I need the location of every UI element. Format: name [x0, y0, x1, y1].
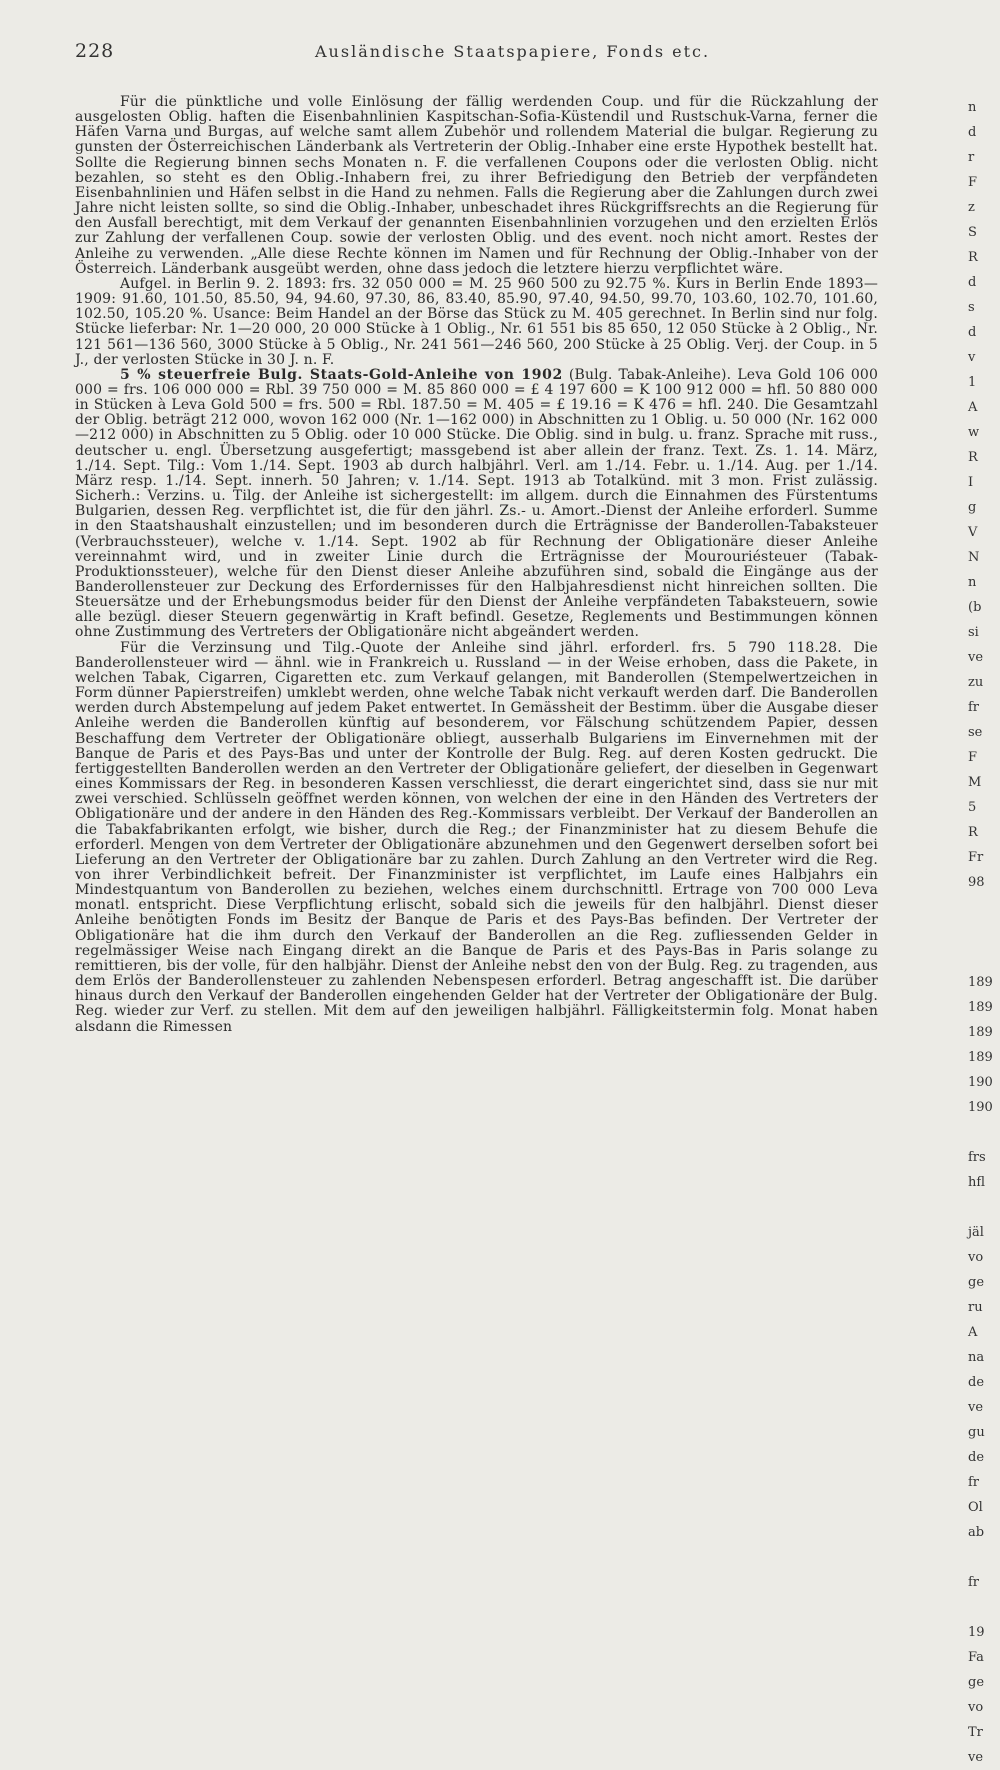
margin-fragment: 19	[968, 1625, 985, 1640]
margin-fragment: F	[968, 750, 978, 765]
margin-fragment: A	[968, 1325, 978, 1340]
main-text-column	[75, 95, 878, 1395]
margin-fragment: 98	[968, 875, 985, 890]
margin-fragment: Fr	[968, 850, 984, 865]
margin-fragment: Ol	[968, 1500, 983, 1515]
margin-fragment: jäl	[968, 1225, 984, 1240]
margin-fragment: 189	[968, 1050, 993, 1065]
margin-fragment: 190	[968, 1075, 993, 1090]
margin-fragment: M	[968, 775, 982, 790]
margin-fragment: g	[968, 500, 977, 515]
paragraph-text: (Bulg. Tabak-Anleihe). Leva Gold 106 000 000 = frs. 106 000 000 = Rbl. 39 750 000 = M. 85 860 000 = £ 4 197 600 = K 100 912 000 = hfl. 50 880 000 in Stücken à Leva Gold 500 = frs. 500 = Rbl. 187.50 = M. 405 = £ 19.16 = K 476 = hfl. 240. Die Gesamtzahl der Oblig. beträgt 212 000, wovon 162 000 (Nr. 1—162 000) in Abschnitten zu 1 Oblig. u. 50 000 (Nr. 162 000—212 000) in Abschnitten zu 5 Oblig. oder 10 000 Stücke. Die Oblig. sind in bulg. u. franz. Sprache mit russ., deutscher u. engl. Übersetzung ausgefertigt; massgebend ist aber allein der franz. Text. Zs. 1. 14. März, 1./14. Sept. Tilg.: Vom 1./14. Sept. 1903 ab durch halbjährl. Verl. am 1./14. Febr. u. 1./14. Aug. per 1./14. März resp. 1./14. Sept. innerh. 50 Jahren; v. 1./14. Sept. 1913 ab Totalkünd. mit 3 mon. Frist zulässig. Sicherh.: Verzins. u. Tilg. der Anleihe ist sichergestellt: im allgem. durch die Einnahmen des Fürstentums Bulgarien, dessen Reg. verpflichtet ist, die für den jährl. Zs.- u. Amort.-Dienst der Anleihe erforderl. Summe in den Staatshaushalt einzustellen; und im besonderen durch die Erträgnisse der Banderollen-Tabaksteuer (Verbrauchssteuer), welche v. 1./14. Sept. 1902 ab für Rechnung der Obligationäre dieser Anleihe vereinnahmt wird, und in zweiter Linie durch die Erträgnisse der Mourouriésteuer (Tabak-Produktionssteuer), welche für den Dienst dieser Anleihe abzuführen sind, sobald die Eingänge aus der Banderollensteuer zur Deckung des Erfordernisses für den Halbjahresdienst nicht hinreichen sollten. Die Steuersätze und der Erhebungsmodus beider für den Dienst der Anleihe verpfändeten Tabaksteuern, sowie alle bezügl. dieser Steuern gegenwärtig in Kraft befindl. Gesetze, Reglements und Bestimmungen können ohne Zustimmung des Vertreters der Obligationäre nicht abgeändert werden.	[75, 366, 878, 641]
margin-fragment: de	[968, 1450, 985, 1465]
margin-fragment: ve	[968, 1750, 984, 1765]
margin-fragment: V	[968, 525, 978, 540]
margin-fragment	[968, 1120, 1000, 1145]
paragraph-lead: 5 % steuerfreie Bulg. Staats-Gold-Anleihe von 1902	[120, 366, 563, 383]
margin-fragment: R	[968, 825, 978, 840]
margin-fragment: 190	[968, 1100, 993, 1115]
margin-fragment: frs	[968, 1150, 986, 1165]
margin-fragment: 5	[968, 800, 977, 815]
margin-fragment: fr	[968, 700, 980, 715]
margin-fragment: d	[968, 275, 977, 290]
paragraph-text: Für die Verzinsung und Tilg.-Quote der Anleihe sind jährl. erforderl. frs. 5 790 118.28. Die Banderollensteuer wird — ähnl. wie in Frankreich u. Russland — in der Weise erhoben, dass die Pakete, in welchen Tabak, Cigarren, Cigaretten etc. zum Verkauf gelangen, mit Banderollen (Stempelwertzeichen in Form dünner Papierstreifen) umklebt werden, ohne welche Tabak nicht verkauft werden darf. Die Banderollen werden durch Abstempelung auf jedem Paket entwertet. In Gemässheit der Bestimm. über die Ausgabe dieser Anleihe werden die Banderollen künftig auf besonderem, vor Fälschung schützendem Papier, dessen Beschaffung dem Vertreter der Obligationäre obliegt, ausserhalb Bulgariens im Einvernehmen mit der Banque de Paris et des Pays-Bas und unter der Kontrolle der Bulg. Reg. auf deren Kosten gedruckt. Die fertiggestellten Banderollen werden an den Vertreter der Obligationäre geliefert, der dieselben in Gegenwart eines Kommissars der Reg. in besonderen Kassen verschliesst, die derart eingerichtet sind, dass sie nur mit zwei verschied. Schlüsseln geöffnet werden können, von welchen der eine in den Händen des Vertreters der Obligationäre und der andere in den Händen des Reg.-Kommissars verbleibt. Der Verkauf der Banderollen an die Tabakfabrikanten erfolgt, wie bisher, durch die Reg.; der Finanzminister hat zu diesem Behufe die erforderl. Mengen von dem Vertreter der Obligationäre abzunehmen und den Gegenwert derselben sofort bei Lieferung an den Vertreter der Obligationäre bar zu zahlen. Durch Zahlung an den Vertreter wird die Reg. von ihrer Verbindlichkeit befreit. Der Finanzminister ist verpflichtet, im Laufe eines Halbjahrs ein Mindestquantum von Banderollen zu beziehen, welches einem durchschnittl. Ertrage von 700 000 Leva monatl. entspricht. Diese Verpflichtung erlischt, sobald sich die jeweils für den halbjährl. Dienst dieser Anleihe benötigten Fonds im Besitz der Banque de Paris et des Pays-Bas befinden. Der Vertreter der Obligationäre hat die ihm durch den Verkauf der Banderollen an die Reg. zufliessenden Gelder in regelmässiger Weise nach Eingang direkt an die Banque de Paris et des Pays-Bas in Paris solange zu remittieren, bis der volle, für den halbjähr. Dienst der Anleihe nebst den von der Bulg. Reg. zu tragenden, aus dem Erlös der Banderollensteuer zu zahlenden Nebenspesen erforderl. Betrag angeschafft ist. Die darüber hinaus durch den Verkauf der Banderollen eingehenden Gelder hat der Vertreter der Obligationäre der Bulg. Reg. wieder zur Verf. zu stellen. Mit dem auf den jeweiligen halbjährl. Fälligkeitstermin folg. Monat haben alsdann die Rimessen	[75, 639, 878, 1035]
margin-fragment: z	[968, 200, 975, 215]
margin-fragment: 189	[968, 1000, 993, 1015]
margin-fragment: 189	[968, 1025, 993, 1040]
margin-fragment	[968, 945, 1000, 970]
margin-fragment: ab	[968, 1525, 985, 1540]
margin-fragment: w	[968, 425, 980, 440]
margin-fragment: vo	[968, 1700, 984, 1715]
paragraph-banderole-tax	[75, 641, 878, 1035]
margin-fragment: de	[968, 1375, 985, 1390]
margin-fragment: R	[968, 450, 978, 465]
paragraph-text: Aufgel. in Berlin 9. 2. 1893: frs. 32 050 000 = M. 25 960 500 zu 92.75 %. Kurs in Berlin Ende 1893—1909: 91.60, 101.50, 85.50, 94, 94.60, 97.30, 86, 83.40, 85.90, 97.40, 94.50, 99.70, 103.60, 102.70, 101.60, 102.50, 105.20 %. Usance: Beim Handel an der Börse das Stück zu M. 405 gerechnet. In Berlin sind nur folg. Stücke lieferbar: Nr. 1—20 000, 20 000 Stücke à 1 Oblig., Nr. 61 551 bis 85 650, 12 050 Stücke à 2 Oblig., Nr. 121 561—136 560, 3000 Stücke à 5 Oblig., Nr. 241 561—246 560, 200 Stücke à 25 Oblig. Verj. der Coup. in 5 J., der verlosten Stücke in 30 J. n. F.	[75, 275, 878, 368]
margin-fragment: d	[968, 325, 977, 340]
margin-fragment: (b	[968, 600, 982, 615]
margin-fragment	[968, 1195, 1000, 1220]
page-number: 228	[75, 40, 115, 62]
margin-fragment: si	[968, 625, 979, 640]
margin-fragment: 1	[968, 375, 977, 390]
margin-fragment: se	[968, 725, 983, 740]
margin-fragment: N	[968, 550, 980, 565]
margin-fragment: na	[968, 1350, 985, 1365]
margin-fragment: v	[968, 350, 976, 365]
margin-fragment: zu	[968, 675, 984, 690]
margin-fragment: n	[968, 100, 977, 115]
adjacent-page-margin	[968, 95, 1000, 1765]
margin-fragment: fr	[968, 1575, 980, 1590]
margin-fragment: A	[968, 400, 978, 415]
margin-fragment: R	[968, 250, 978, 265]
margin-fragment: Fa	[968, 1650, 984, 1665]
margin-fragment: 189	[968, 975, 993, 990]
paragraph-guarantee	[75, 95, 878, 277]
margin-fragment: ve	[968, 650, 984, 665]
paragraph-gold-loan-1902	[75, 368, 878, 641]
margin-fragment: Tr	[968, 1725, 983, 1740]
margin-fragment: ge	[968, 1675, 985, 1690]
margin-fragment: hfl	[968, 1175, 986, 1190]
margin-fragment: gu	[968, 1425, 985, 1440]
margin-fragment: I	[968, 475, 974, 490]
margin-fragment: ru	[968, 1300, 983, 1315]
margin-fragment: ve	[968, 1400, 984, 1415]
margin-fragment: S	[968, 225, 977, 240]
margin-fragment: vo	[968, 1250, 984, 1265]
margin-fragment	[968, 895, 1000, 920]
paragraph-text: Für die pünktliche und volle Einlösung der fällig werdenden Coup. und für die Rückzahlung der ausgelosten Oblig. haften die Eisenbahnlinien Kaspitschan-Sofia-Küstendil und Rustschuk-Varna, ferner die Häfen Varna und Burgas, auf welche samt allem Zubehör und rollendem Material die bulgar. Regierung zu gunsten der Österreichischen Länderbank als Vertreterin der Oblig.-Inhaber eine erste Hypothek bestellt hat. Sollte die Regierung binnen sechs Monaten n. F. die verfallenen Coupons oder die verlosten Oblig. nicht bezahlen, so steht es den Oblig.-Inhabern frei, zu ihrer Befriedigung den Betrieb der verpfändeten Eisenbahnlinien und Häfen selbst in die Hand zu nehmen. Falls die Regierung aber die Zahlungen durch zwei Jahre nicht leisten sollte, so sind die Oblig.-Inhaber, unbeschadet ihres Rückgriffsrechts an die Regierung für den Ausfall berechtigt, mit dem Verkauf der genannten Eisenbahnlinien vorzugehen und den erzielten Erlös zur Zahlung der verfallenen Coup. sowie der verlosten Oblig. und des event. noch nicht amort. Restes der Anleihe zu verwenden. „Alle diese Rechte können im Namen und für Rechnung der Oblig.-Inhaber von der Österreich. Länderbank ausgeübt werden, ohne dass jedoch die letztere hierzu verpflichtet wäre.	[75, 94, 878, 277]
margin-fragment	[968, 1545, 1000, 1570]
margin-fragment: n	[968, 575, 977, 590]
margin-fragment: d	[968, 125, 977, 140]
running-title: Ausländische Staatspapiere, Fonds etc.	[315, 42, 711, 61]
margin-fragment: F	[968, 175, 978, 190]
margin-fragment: s	[968, 300, 975, 315]
margin-fragment	[968, 920, 1000, 945]
margin-fragment: r	[968, 150, 975, 165]
paragraph-issue-history	[75, 277, 878, 368]
margin-fragment	[968, 1595, 1000, 1620]
page-header	[75, 40, 875, 66]
margin-fragment: fr	[968, 1475, 980, 1490]
margin-fragment: ge	[968, 1275, 985, 1290]
